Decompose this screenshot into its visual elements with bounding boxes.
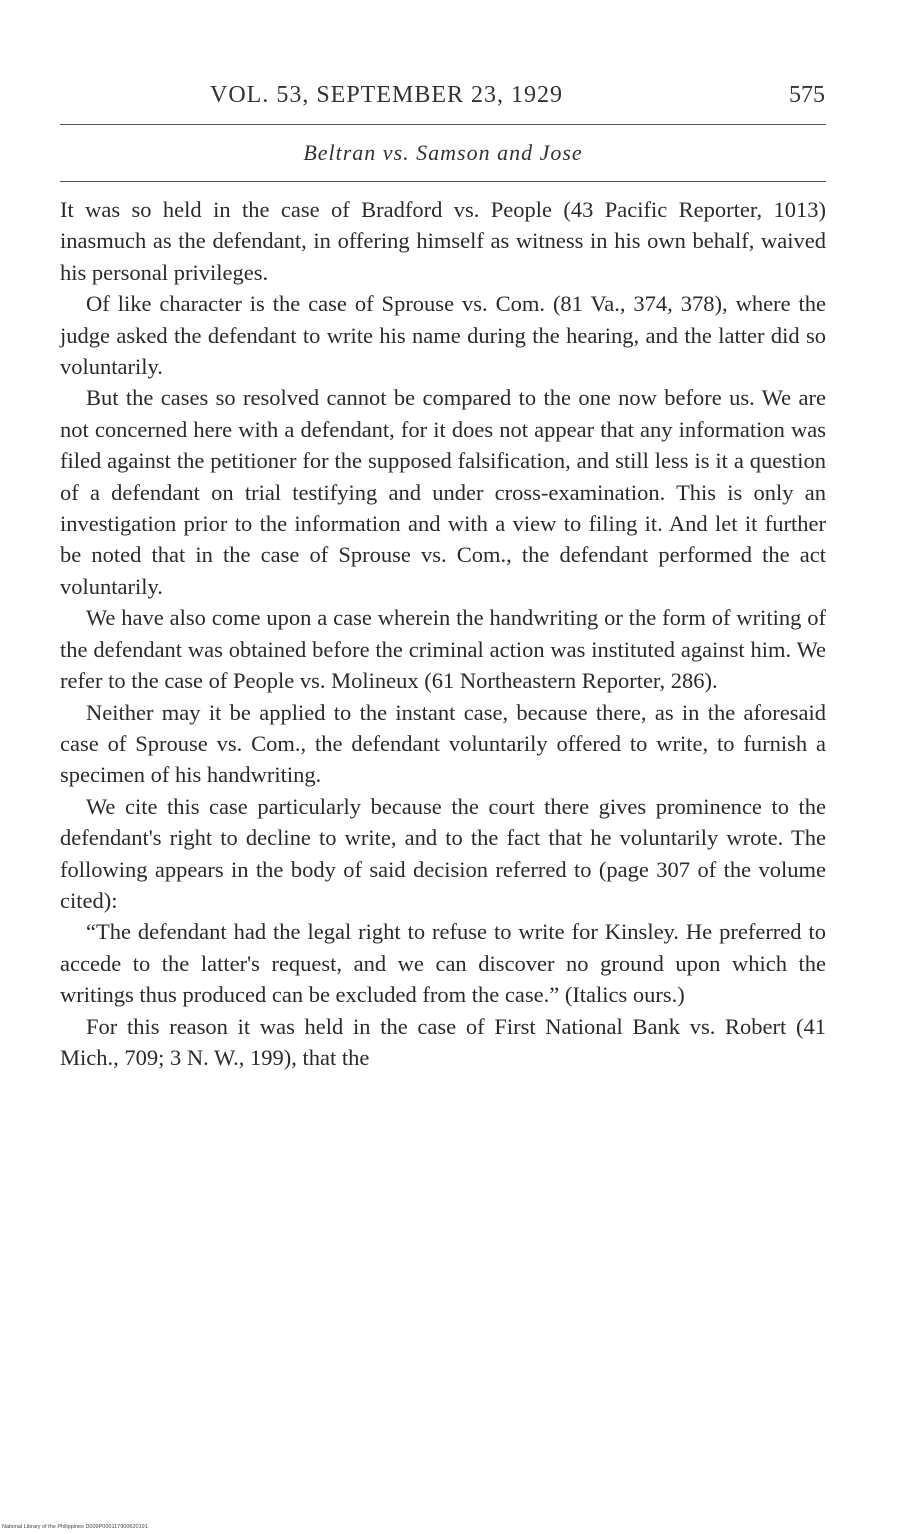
paragraph-2: Of like character is the case of Sprouse vs. Com. (81 Va., 374, 378), where the judge asked the defendant to write his name during the hearing, and the latter did so voluntarily.	[60, 291, 826, 380]
paragraph-5: Neither may it be applied to the instant case, because there, as in the aforesaid case of Sprouse vs. Com., the defendant voluntarily offered to write, to furnish a specimen of his handwriting.	[60, 699, 826, 788]
header-rule-top	[60, 124, 826, 125]
body-text	[60, 194, 826, 1073]
running-head	[60, 82, 830, 122]
paragraph-1: It was so held in the case of Bradford vs. People (43 Pacific Reporter, 1013) inasmuch as the defendant, in offering himself as witness in his own behalf, waived his personal privileges.	[60, 197, 826, 285]
paragraph-7-quotation: “The defendant had the legal right to refuse to write for Kinsley. He preferred to accede to the latter's request, and we can discover no ground upon which the writings thus produced can be excluded from the case.” (Italics ours.)	[60, 919, 826, 1008]
case-title: Beltran vs. Samson and Jose	[303, 140, 583, 165]
paragraph-3: But the cases so resolved cannot be compared to the one now before us. We are not concerned here with a defendant, for it does not appear that any information was filed against the petitioner for the supposed falsification, and still less is it a question of a defendant on trial testifying and under cross-examination. This is only an investigation prior to the information and with a view to filing it. And let it further be noted that in the case of Sprouse vs. Com., the defendant performed the act voluntarily.	[60, 385, 826, 599]
paragraph-4: We have also come upon a case wherein the handwriting or the form of writing of the defendant was obtained before the criminal action was instituted against him. We refer to the case of People vs. Molineux (61 Northeastern Reporter, 286).	[60, 605, 826, 694]
header-rule-bottom	[60, 181, 826, 182]
library-footer-mark: National Library of the Philippines D009P000117900620191	[2, 1524, 148, 1530]
paragraph-8: For this reason it was held in the case of First National Bank vs. Robert (41 Mich., 709; 3 N. W., 199), that the	[60, 1013, 826, 1070]
volume-date-line: VOL. 53, SEPTEMBER 23, 1929	[210, 82, 564, 108]
paragraph-6: We cite this case particularly because the court there gives prominence to the defendant's right to decline to write, and to the fact that he voluntarily wrote. The following appears in the body of said decision referred to (page 307 of the volume cited):	[60, 793, 826, 913]
page-number: 575	[789, 82, 825, 108]
